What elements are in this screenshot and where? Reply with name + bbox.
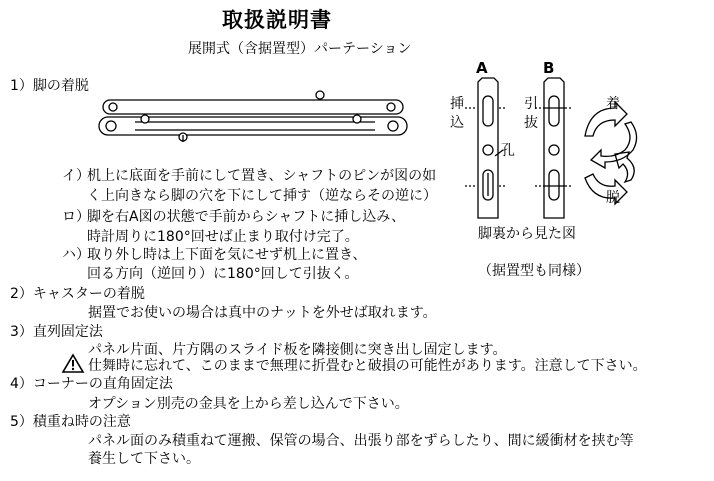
pull-label-2: 抜 xyxy=(524,115,538,131)
section-body-corner: オプション別売の金具を上から差し込んで下さい。 xyxy=(88,396,409,412)
list-item-text: 机上に底面を手前にして置き、シャフトのピンが図の如 xyxy=(87,168,437,184)
detach-label: 脱 xyxy=(606,190,620,206)
document-title: 取扱説明書 xyxy=(222,8,332,32)
diagram-label-b: B xyxy=(543,59,555,77)
list-item-text: 時計周りに180°回せば止まり取付け完了。 xyxy=(87,229,359,245)
document-subtitle: 展開式（含据置型）パーテーション xyxy=(188,41,412,57)
diagram-label-a: A xyxy=(476,59,488,77)
section-heading-leg: 1）脚の着脱 xyxy=(10,78,89,94)
list-marker: ハ） xyxy=(62,247,90,263)
warning-text: 仕舞時に忘れて、このままで無理に折畳むと破損の可能性があります。注意して下さい。 xyxy=(88,358,647,374)
leg-shaft-illustration xyxy=(95,92,415,154)
list-marker: イ） xyxy=(62,168,90,184)
attach-label: 着 xyxy=(606,96,620,112)
list-item-text: 回る方向（逆回り）に180°回して引抜く。 xyxy=(87,266,359,282)
section-heading-series: 3）直列固定法 xyxy=(10,324,103,340)
insert-label-2: 込 xyxy=(450,115,464,131)
hole-label: 孔 xyxy=(501,143,515,159)
diagram-caption: 脚裏から見た図 xyxy=(478,226,576,242)
insert-label-1: 挿 xyxy=(450,96,464,112)
list-item-text: 脚を右A図の状態で手前からシャフトに挿し込み、 xyxy=(87,209,406,225)
section-body-stacking: 養生して下さい。 xyxy=(88,451,200,467)
list-item-text: く上向きなら脚の穴を下にして挿す（逆ならその逆に） xyxy=(87,188,437,204)
section-body-series: パネル片面、片方隅のスライド板を隣接側に突き出し固定します。 xyxy=(88,342,507,358)
list-item-text: 取り外し時は上下面を気にせず机上に置き、 xyxy=(87,247,367,263)
section-heading-caster: 2）キャスターの着脱 xyxy=(10,286,145,302)
diagram-caption-note: （据置型も同様） xyxy=(478,263,590,279)
warning-icon xyxy=(62,354,84,373)
leg-bottom-view-diagram xyxy=(465,78,675,223)
section-heading-corner: 4）コーナーの直角固定法 xyxy=(10,376,173,392)
list-marker: ロ） xyxy=(62,209,90,225)
section-heading-stacking: 5）積重ね時の注意 xyxy=(10,414,131,430)
pull-label-1: 引 xyxy=(524,96,538,112)
section-body-stacking: パネル面のみ積重ねて運搬、保管の場合、出張り部をずらしたり、間に緩衝材を挟む等 xyxy=(88,433,634,449)
section-body-caster: 据置でお使いの場合は真中のナットを外せば取れます。 xyxy=(88,305,437,321)
